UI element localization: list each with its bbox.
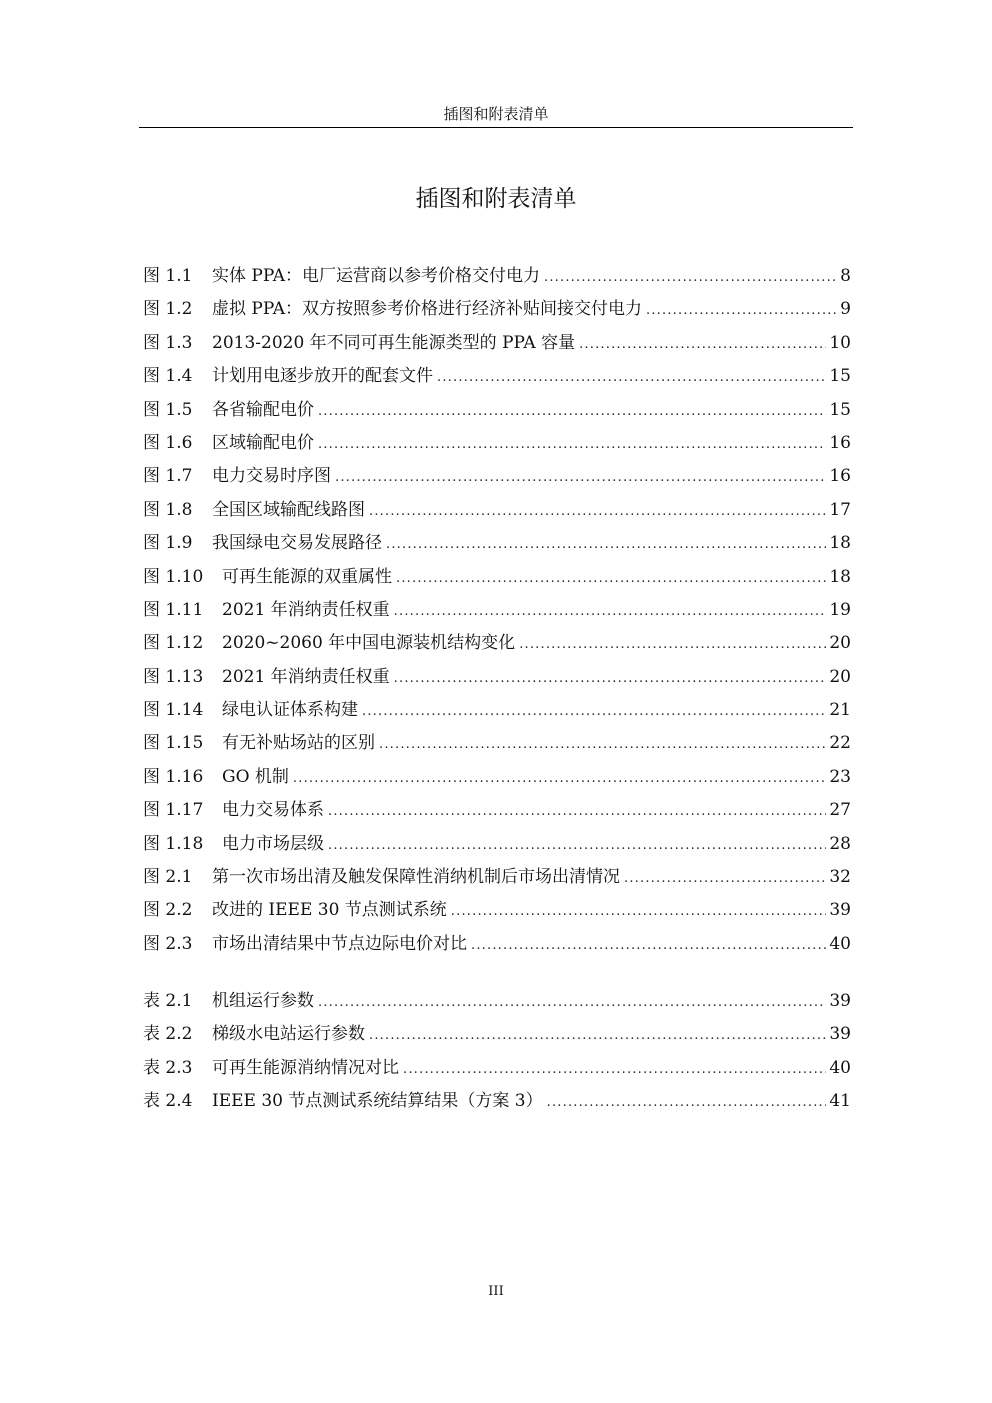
dot-leader: [328, 799, 826, 825]
figure-page-number: 10: [829, 332, 851, 353]
figure-title: 可再生能源的双重属性: [222, 566, 392, 587]
dot-leader: [328, 833, 826, 859]
dot-leader: [318, 432, 826, 458]
dot-leader: [318, 399, 826, 425]
figure-entry[interactable]: [143, 363, 851, 396]
figure-label: 图 1.2: [143, 299, 193, 320]
dot-leader: [394, 666, 827, 692]
figure-page-number: 15: [829, 366, 851, 387]
dot-leader: [335, 465, 826, 491]
table-title: 机组运行参数: [212, 991, 314, 1011]
figure-entry[interactable]: [143, 897, 851, 930]
figure-entry[interactable]: [143, 630, 851, 663]
figure-label: 图 1.16: [143, 766, 204, 787]
table-title: 梯级水电站运行参数: [212, 1024, 365, 1045]
running-header: 插图和附表清单: [443, 105, 549, 123]
dot-leader: [471, 933, 826, 959]
table-entry[interactable]: [143, 1088, 851, 1121]
figure-label: 图 1.17: [143, 800, 204, 821]
figure-page-number: 27: [829, 800, 851, 821]
figure-page-number: 22: [829, 733, 851, 754]
figure-page-number: 20: [829, 633, 851, 654]
dot-leader: [362, 699, 826, 725]
figure-title: 2013-2020 年不同可再生能源类型的 PPA 容量: [212, 332, 576, 353]
figure-page-number: 19: [829, 599, 851, 620]
figure-title: 计划用电逐步放开的配套文件: [212, 366, 433, 387]
dot-leader: [369, 1023, 826, 1049]
figure-label: 图 1.4: [143, 366, 193, 387]
figure-label: 图 1.14: [143, 700, 204, 721]
dot-leader: [547, 1090, 827, 1116]
figure-entry[interactable]: [143, 597, 851, 630]
figure-page-number: 40: [829, 933, 851, 954]
figure-entry[interactable]: [143, 730, 851, 763]
figure-label: 图 2.2: [143, 900, 193, 921]
table-page-number: 39: [829, 991, 851, 1011]
figure-page-number: 28: [829, 833, 851, 854]
figure-entry[interactable]: [143, 497, 851, 530]
figure-page-number: 39: [829, 900, 851, 921]
figure-entry[interactable]: [143, 463, 851, 496]
table-title: IEEE 30 节点测试系统结算结果（方案 3）: [212, 1091, 543, 1112]
figure-label: 图 1.7: [143, 466, 193, 487]
figure-page-number: 32: [829, 867, 851, 888]
figure-page-number: 23: [829, 766, 851, 787]
dot-leader: [394, 599, 827, 625]
figure-label: 图 1.11: [143, 599, 204, 620]
figure-page-number: 16: [829, 466, 851, 487]
table-label: 表 2.1: [143, 991, 193, 1011]
figure-entry[interactable]: [143, 564, 851, 597]
figure-entry[interactable]: [143, 864, 851, 897]
table-entry[interactable]: [143, 1021, 851, 1054]
table-entry[interactable]: [143, 1055, 851, 1088]
figure-title: 电力交易体系: [222, 800, 324, 821]
figure-label: 图 1.10: [143, 566, 204, 587]
figure-page-number: 17: [829, 499, 851, 520]
figure-label: 图 1.13: [143, 666, 204, 687]
figure-title: 我国绿电交易发展路径: [212, 533, 382, 554]
figure-title: 电力市场层级: [222, 833, 324, 854]
figure-label: 图 1.12: [143, 633, 204, 654]
dot-leader: [318, 990, 826, 1016]
figure-title: 改进的 IEEE 30 节点测试系统: [212, 900, 447, 921]
dot-leader: [386, 532, 826, 558]
figure-page-number: 20: [829, 666, 851, 687]
figure-entry[interactable]: [143, 530, 851, 563]
figure-entry[interactable]: [143, 330, 851, 363]
figure-page-number: 18: [829, 533, 851, 554]
figure-entry[interactable]: [143, 831, 851, 864]
figure-page-number: 9: [840, 299, 851, 320]
figure-title: 绿电认证体系构建: [222, 700, 358, 721]
figure-entry[interactable]: [143, 296, 851, 329]
dot-leader: [369, 499, 826, 525]
table-label: 表 2.2: [143, 1024, 193, 1045]
figure-entry[interactable]: [143, 797, 851, 830]
figure-title: 虚拟 PPA：双方按照参考价格进行经济补贴间接交付电力: [212, 299, 642, 320]
figure-title: 有无补贴场站的区别: [222, 733, 375, 754]
figure-label: 图 1.3: [143, 332, 193, 353]
table-page-number: 40: [829, 1057, 851, 1078]
dot-leader: [403, 1057, 826, 1083]
figure-title: 实体 PPA：电厂运营商以参考价格交付电力: [212, 266, 540, 286]
figure-page-number: 21: [829, 700, 851, 721]
figure-title: 2021 年消纳责任权重: [222, 666, 390, 687]
figure-list: [143, 263, 851, 964]
table-list: [143, 988, 851, 1122]
dot-leader: [396, 566, 826, 592]
dot-leader: [293, 766, 826, 792]
figure-entry[interactable]: [143, 430, 851, 463]
page-number: III: [488, 1284, 504, 1299]
dot-leader: [437, 365, 826, 391]
table-label: 表 2.4: [143, 1091, 193, 1112]
figure-title: 各省输配电价: [212, 399, 314, 420]
figure-title: 电力交易时序图: [212, 466, 331, 487]
table-page-number: 41: [829, 1091, 851, 1112]
table-page-number: 39: [829, 1024, 851, 1045]
dot-leader: [379, 732, 826, 758]
figure-entry[interactable]: [143, 931, 851, 964]
figure-title: 2020~2060 年中国电源装机结构变化: [222, 633, 516, 654]
figure-page-number: 8: [840, 266, 851, 286]
figure-page-number: 16: [829, 432, 851, 453]
table-title: 可再生能源消纳情况对比: [212, 1057, 399, 1078]
dot-leader: [646, 298, 837, 324]
figure-label: 图 1.9: [143, 533, 193, 554]
figure-label: 图 1.1: [143, 266, 193, 286]
figure-label: 图 1.5: [143, 399, 193, 420]
dot-leader: [519, 632, 826, 658]
figure-entry[interactable]: [143, 697, 851, 730]
figure-title: 区域输配电价: [212, 432, 314, 453]
figure-title: GO 机制: [222, 766, 289, 787]
figure-label: 图 1.18: [143, 833, 204, 854]
figure-label: 图 1.6: [143, 432, 193, 453]
dot-leader: [451, 899, 827, 925]
page-title: 插图和附表清单: [415, 186, 577, 212]
figure-entry[interactable]: [143, 263, 851, 296]
figure-entry[interactable]: [143, 764, 851, 797]
figure-label: 图 2.1: [143, 867, 193, 888]
figure-entry[interactable]: [143, 397, 851, 430]
figure-title: 全国区域输配线路图: [212, 499, 365, 520]
table-entry[interactable]: [143, 988, 851, 1021]
figure-label: 图 2.3: [143, 933, 193, 954]
table-label: 表 2.3: [143, 1057, 193, 1078]
figure-page-number: 15: [829, 399, 851, 420]
figure-title: 第一次市场出清及触发保障性消纳机制后市场出清情况: [212, 867, 620, 888]
figure-page-number: 18: [829, 566, 851, 587]
figure-label: 图 1.15: [143, 733, 204, 754]
dot-leader: [624, 866, 826, 892]
figure-label: 图 1.8: [143, 499, 193, 520]
figure-title: 市场出清结果中节点边际电价对比: [212, 933, 467, 954]
figure-title: 2021 年消纳责任权重: [222, 599, 390, 620]
figure-entry[interactable]: [143, 664, 851, 697]
header-rule: [139, 127, 853, 128]
dot-leader: [579, 332, 826, 358]
dot-leader: [544, 265, 837, 291]
